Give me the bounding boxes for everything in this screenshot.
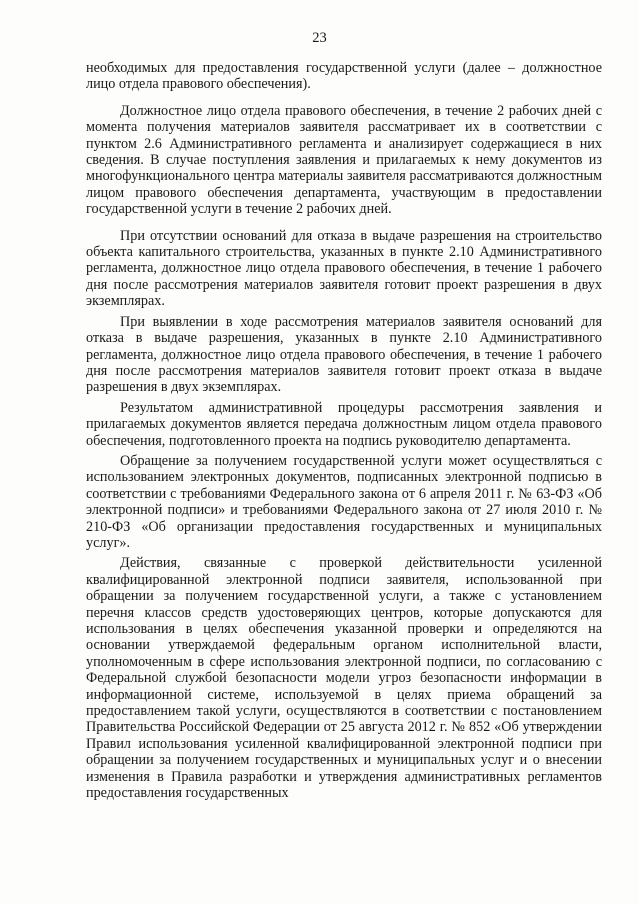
paragraph-legal-review: Должностное лицо отдела правового обеспечения, в течение 2 рабочих дней с момента получения материалов заявителя рассматривает их в соответствии с пунктом 2.6 Административного регламента и анализирует содержащиеся в них сведения. В случае поступления заявления и прилагаемых к нему документов из многофункционального центра материалы заявителя рассматриваются должностным лицом правового обеспечения департамента, участвующим в предоставлении государственной услуги в течение 2 рабочих дней. xyxy=(86,102,602,218)
paragraph-signature-verification: Действия, связанные с проверкой действительности усиленной квалифицированной электронной подписи заявителя, использованной при обращении за получением государственной услуги, а также с установлением перечня классов средств удостоверяющих центров, которые допускаются для использования в целях обеспечения указанной проверки и определяются на основании утверждаемой федеральным органом исполнительной власти, уполномоченным в сфере использования электронной подписи, по согласованию с Федеральной службой безопасности модели угроз безопасности информации в информационной системе, используемой в целях приема обращений за предоставлением такой услуги, осуществляются в соответствии с постановлением Правительства Российской Федерации от 25 августа 2012 г. № 852 «Об утверждении Правил использования усиленной квалифицированной электронной подписи при обращении за получением государственных и муниципальных услуг и о внесении изменения в Правила разработки и утверждения административных регламентов предоставления государственных xyxy=(86,555,602,802)
document-body xyxy=(86,60,602,801)
page-number: 23 xyxy=(312,30,327,46)
paragraph-procedure-result: Результатом административной процедуры рассмотрения заявления и прилагаемых документов является передача должностным лицом отдела правового обеспечения, подготовленного проекта на подпись руководителю департамента. xyxy=(86,399,602,449)
paragraph-electronic-request: Обращение за получением государственной услуги может осуществляться с использованием электронных документов, подписанных электронной подписью в соответствии с требованиями Федерального закона от 6 апреля 2011 г. № 63-ФЗ «Об электронной подписи» и требованиями Федерального закона от 27 июля 2010 г. № 210-ФЗ «Об организации предоставления государственных и муниципальных услуг». xyxy=(86,452,602,551)
paragraph-refusal-draft: При выявлении в ходе рассмотрения материалов заявителя оснований для отказа в выдаче разрешения, указанных в пункте 2.10 Административного регламента, должностное лицо отдела правового обеспечения, в течение 1 рабочего дня после рассмотрения материалов заявителя готовит проект отказа в выдаче разрешения в двух экземплярах. xyxy=(86,313,602,396)
paragraph-permit-draft: При отсутствии оснований для отказа в выдаче разрешения на строительство объекта капитального строительства, указанных в пункте 2.10 Административного регламента, должностное лицо отдела правового обеспечения, в течение 1 рабочего дня после рассмотрения материалов заявителя готовит проект разрешения в двух экземплярах. xyxy=(86,227,602,310)
paragraph-continuation: необходимых для предоставления государственной услуги (далее – должностное лицо отдела правового обеспечения). xyxy=(86,60,602,93)
